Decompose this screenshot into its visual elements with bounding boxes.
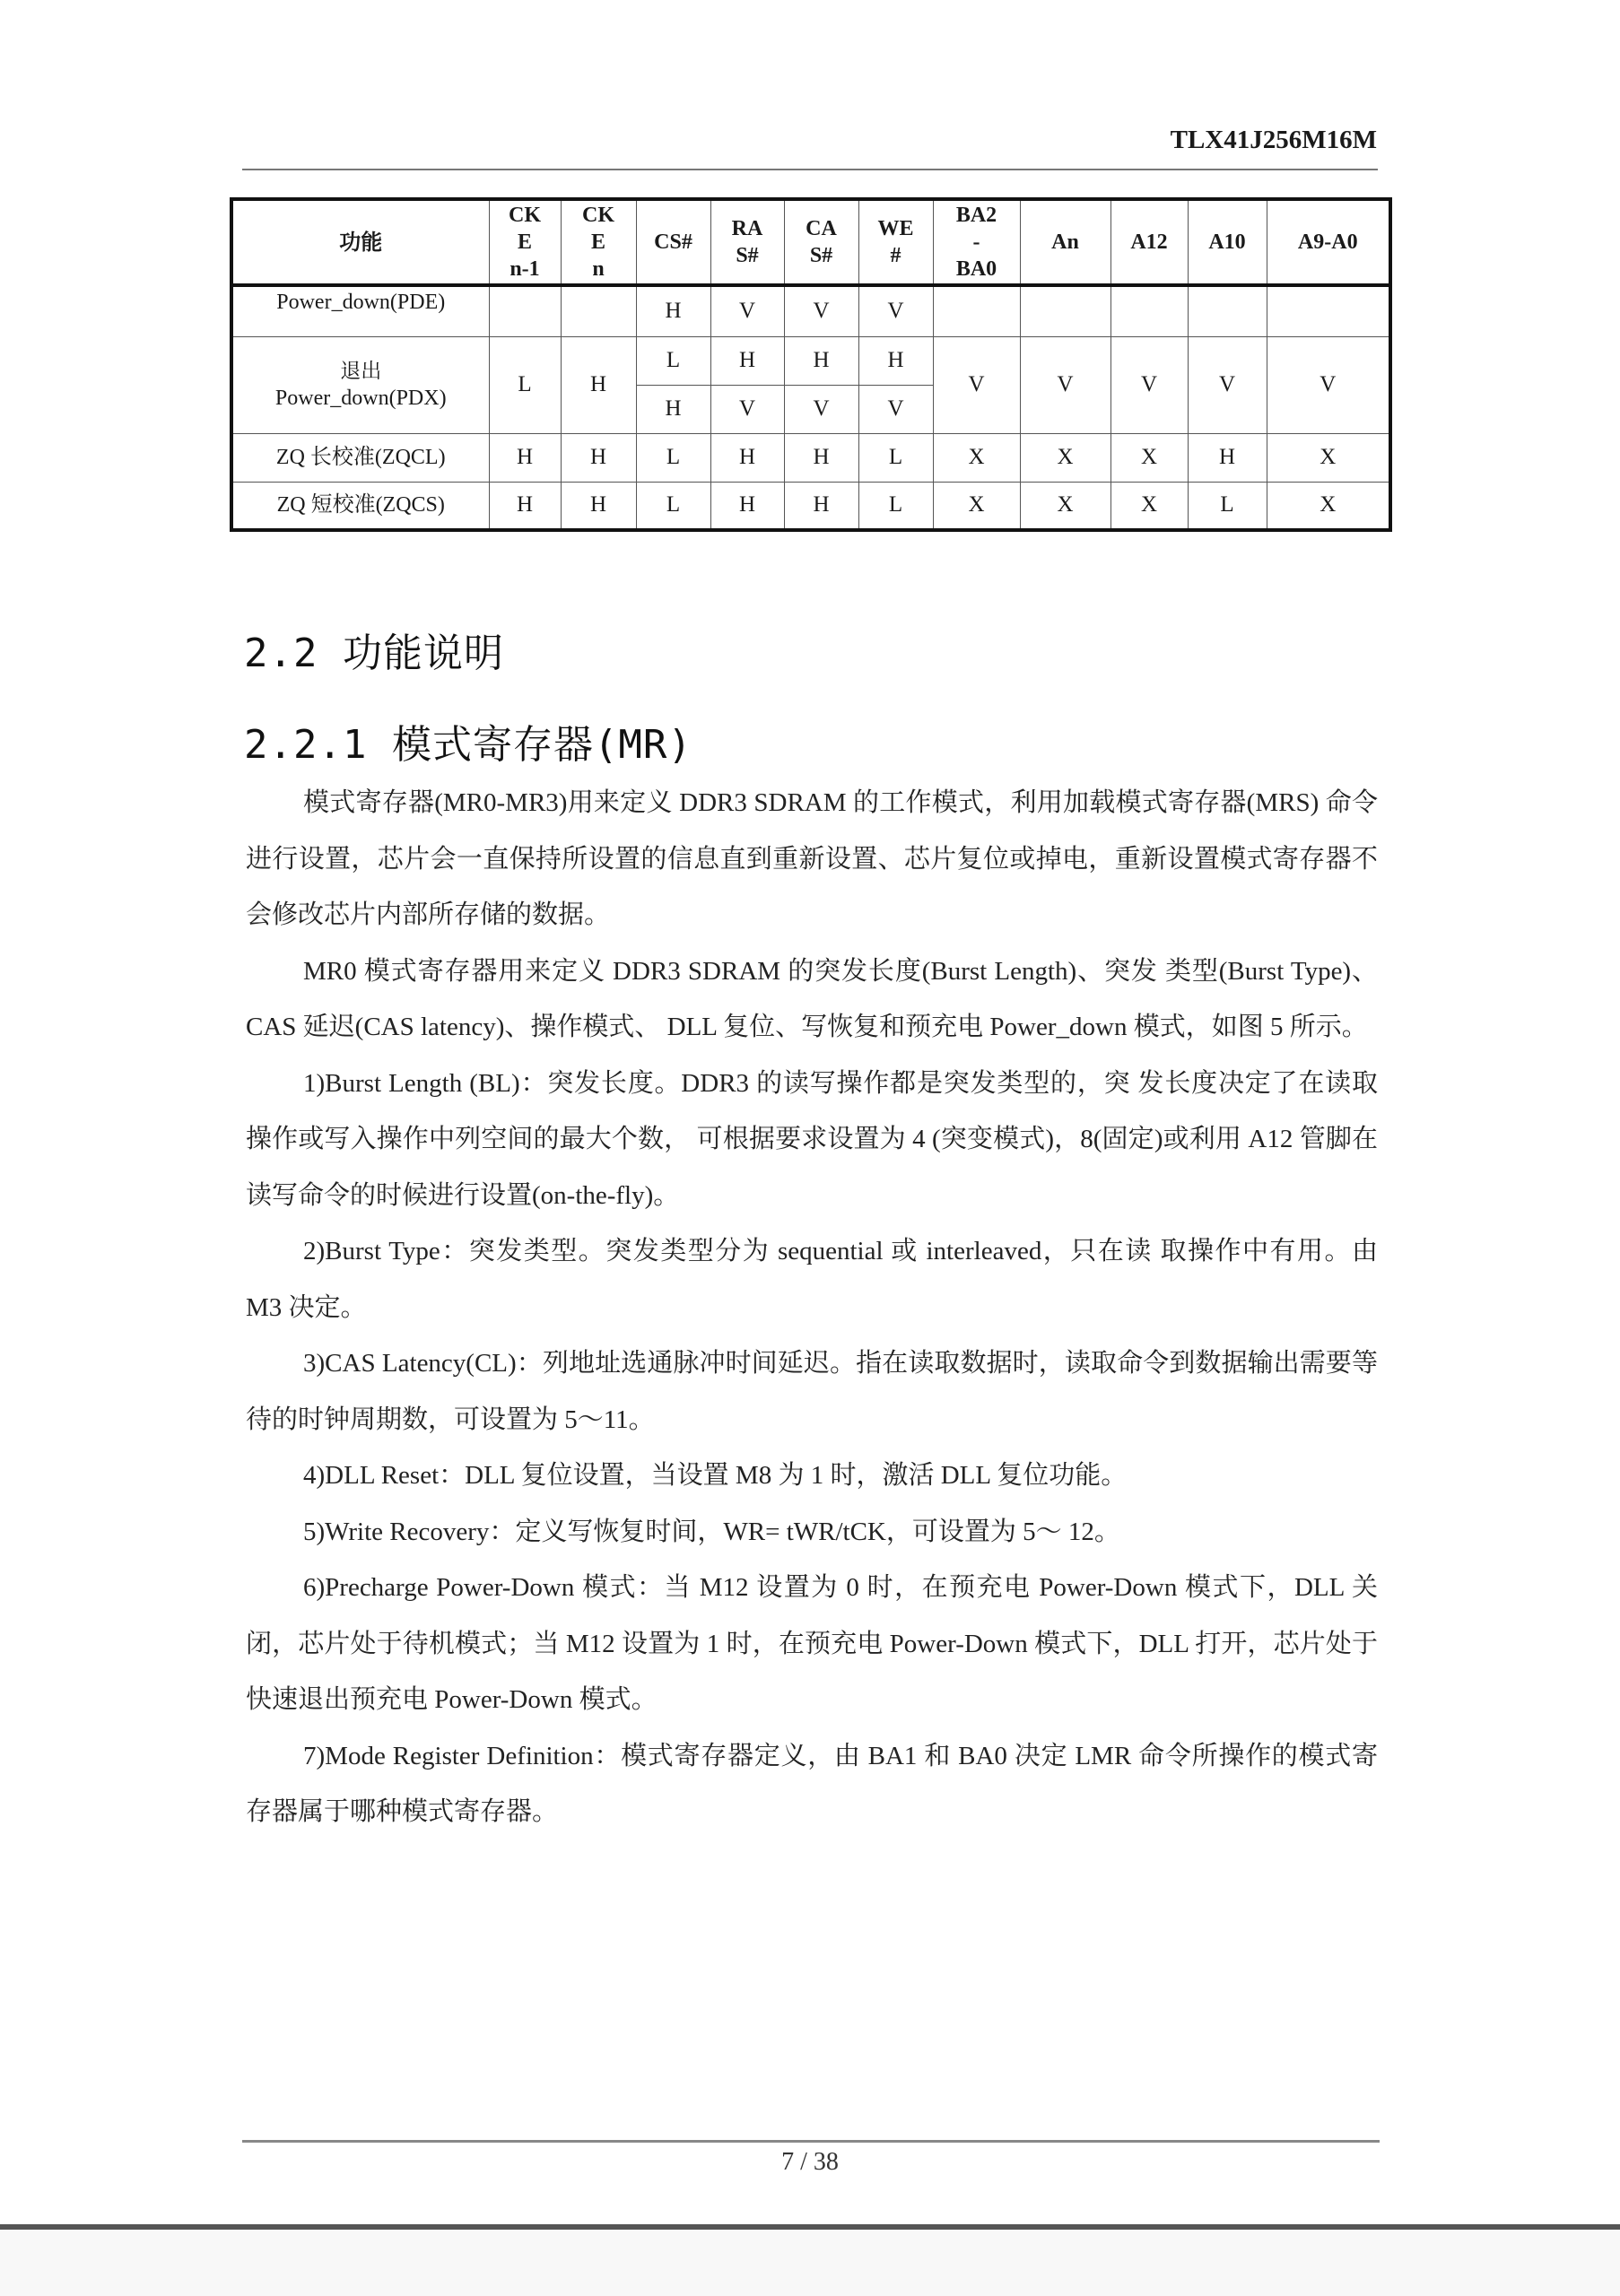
cell-an [1020, 285, 1110, 336]
col-header-a10: A10 [1188, 199, 1267, 285]
cell-we: L [858, 482, 933, 530]
cell-cs: H [636, 385, 710, 433]
table-row-zqcs [231, 482, 1390, 530]
cell-cke-n: H [561, 433, 636, 482]
table-header-row [231, 199, 1390, 285]
cell-we: H [858, 336, 933, 385]
paragraph: 6)Precharge Power-Down 模式：当 M12 设置为 0 时，在预充电 Power-Down 模式下，DLL 关闭，芯片处于待机模式；当 M12 设置为 1 时，在预充电 Power-Down 模式下，DLL 打开，芯片处于快速退出预充电 Power-Down 模式。 [246, 1573, 1378, 1714]
cell-function: Power_down(PDE) [231, 285, 489, 336]
cell-ba [933, 285, 1020, 336]
paragraph: 3)CAS Latency(CL)：列地址选通脉冲时间延迟。指在读取数据时，读取命令到数据输出需要等待的时钟周期数，可设置为 5～11。 [246, 1349, 1378, 1434]
paragraph: 1)Burst Length (BL)：突发长度。DDR3 的读写操作都是突发类型的，突 发长度决定了在读取操作或写入操作中列空间的最大个数， 可根据要求设置为 4 (突变模式)，8(固定)或利用 A12 管脚在读写命令的时候进行设置(on-the-fly)。 [246, 1068, 1378, 1210]
cell-ba: X [933, 433, 1020, 482]
cell-function: 退出 Power_down(PDX) [231, 336, 489, 433]
paragraph: 4)DLL Reset：DLL 复位设置，当设置 M8 为 1 时，激活 DLL 复位功能。 [303, 1461, 1128, 1490]
cell-ras: H [710, 433, 784, 482]
cell-ras: H [710, 482, 784, 530]
cell-cke-prev: H [489, 482, 561, 530]
cell-cas: H [784, 482, 858, 530]
col-header-ras: RA S# [710, 199, 784, 285]
cell-cke-prev: L [489, 336, 561, 433]
cell-ba: X [933, 482, 1020, 530]
cell-a10 [1188, 285, 1267, 336]
cell-cs: L [636, 433, 710, 482]
cell-cs: L [636, 482, 710, 530]
cell-function: ZQ 短校准(ZQCS) [231, 482, 489, 530]
paragraph: 5)Write Recovery：定义写恢复时间，WR= tWR/tCK，可设置为 5～ 12。 [303, 1517, 1120, 1546]
cell-ras: H [710, 336, 784, 385]
col-header-cke-n: CK E n [561, 199, 636, 285]
col-header-function: 功能 [231, 199, 489, 285]
cell-a12 [1110, 285, 1188, 336]
cell-a9a0: X [1267, 433, 1390, 482]
cell-a12: V [1110, 336, 1188, 433]
paragraph: 2)Burst Type：突发类型。突发类型分为 sequential 或 interleaved，只在读 取操作中有用。由 M3 决定。 [246, 1237, 1378, 1322]
table-row-zqcl [231, 433, 1390, 482]
cell-a10: V [1188, 336, 1267, 433]
cell-a12: X [1110, 433, 1188, 482]
cell-cs: L [636, 336, 710, 385]
col-header-a12: A12 [1110, 199, 1188, 285]
paragraph: 模式寄存器(MR0-MR3)用来定义 DDR3 SDRAM 的工作模式，利用加载模式寄存器(MRS) 命令进行设置，芯片会一直保持所设置的信息直到重新设置、芯片复位或掉电，重新设置模式寄存器不会修改芯片内部所存储的数据。 [246, 788, 1378, 929]
cell-a12: X [1110, 482, 1188, 530]
cell-we: L [858, 433, 933, 482]
body-text [246, 775, 1378, 1840]
cell-a10: L [1188, 482, 1267, 530]
cell-an: X [1020, 433, 1110, 482]
cell-a9a0: X [1267, 482, 1390, 530]
table-row-pde [231, 285, 1390, 336]
cell-cas: V [784, 285, 858, 336]
paragraph: 7)Mode Register Definition：模式寄存器定义，由 BA1 和 BA0 决定 LMR 命令所操作的模式寄存器属于哪种模式寄存器。 [246, 1741, 1378, 1826]
col-header-cs: CS# [636, 199, 710, 285]
cell-function: ZQ 长校准(ZQCL) [231, 433, 489, 482]
cell-a9a0: V [1267, 336, 1390, 433]
command-truth-table [230, 197, 1392, 532]
col-header-an: An [1020, 199, 1110, 285]
cell-cas: H [784, 336, 858, 385]
cell-we: V [858, 285, 933, 336]
page-header-doc-id: TLX41J256M16M [1170, 126, 1377, 154]
col-header-a9a0: A9-A0 [1267, 199, 1390, 285]
cell-an: X [1020, 482, 1110, 530]
table-row-pdx [231, 336, 1390, 385]
col-header-cas: CA S# [784, 199, 858, 285]
cell-cs: H [636, 285, 710, 336]
next-page-gap [0, 2230, 1620, 2296]
cell-ras: V [710, 385, 784, 433]
page-number: 7 / 38 [781, 2148, 839, 2176]
cell-an: V [1020, 336, 1110, 433]
cell-cke-n [561, 285, 636, 336]
col-header-ba: BA2 - BA0 [933, 199, 1020, 285]
cell-cas: H [784, 433, 858, 482]
cell-ba: V [933, 336, 1020, 433]
cell-a10: H [1188, 433, 1267, 482]
cell-cke-n: H [561, 336, 636, 433]
cell-cke-prev [489, 285, 561, 336]
cell-cke-n: H [561, 482, 636, 530]
cell-ras: V [710, 285, 784, 336]
cell-cke-prev: H [489, 433, 561, 482]
footer-rule [242, 2140, 1380, 2143]
cell-we: V [858, 385, 933, 433]
subsection-heading: 2.2.1 模式寄存器(MR) [244, 722, 692, 768]
cell-a9a0 [1267, 285, 1390, 336]
col-header-we: WE # [858, 199, 933, 285]
section-heading: 2.2 功能说明 [244, 631, 504, 676]
col-header-cke-prev: CK E n-1 [489, 199, 561, 285]
header-rule [242, 169, 1378, 170]
paragraph: MR0 模式寄存器用来定义 DDR3 SDRAM 的突发长度(Burst Length)、突发 类型(Burst Type)、CAS 延迟(CAS latency)、操作模式、 DLL 复位、写恢复和预充电 Power_down 模式，如图 5 所示。 [246, 956, 1378, 1041]
cell-cas: V [784, 385, 858, 433]
